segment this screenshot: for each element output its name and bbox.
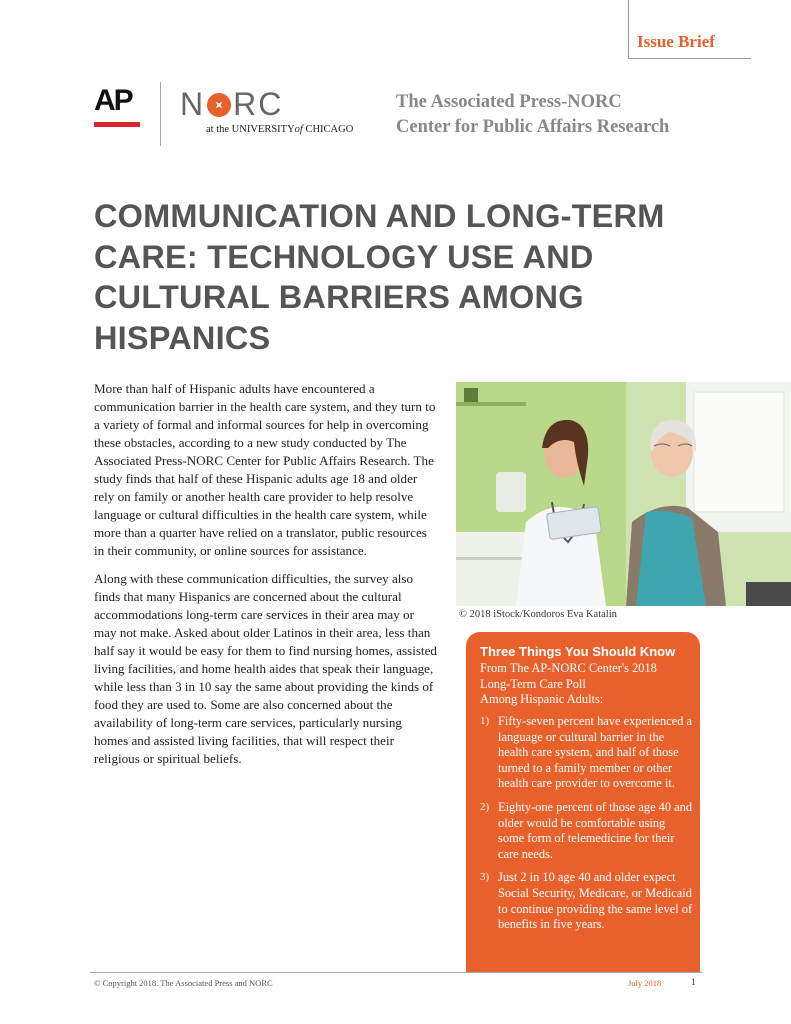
body-text [94,380,439,778]
body-paragraph-1: More than half of Hispanic adults have encountered a communication barrier in the health care system, and they turn to a variety of formal and informal sources for help in overcoming these obstacles, according to a new study conducted by The Associated Press-NORC Center for Public Affairs Research. The study finds that half of these Hispanic adults age 18 and older rely on family or another health care provider to help resolve language or cultural difficulties in the health care system, while more than a quarter have relied on a translator, public resources in their community, or online sources for assistance. [94,381,436,558]
ap-logo-text: AP [94,84,132,117]
three-things-subtitle: From The AP-NORC Center's 2018 Long-Term Care Poll Among Hispanic Adults: [480,661,657,706]
list-item-number: 3) [480,871,490,884]
center-name [396,90,669,140]
center-name-line1: The Associated Press-NORC [396,92,622,112]
list-item [480,714,694,792]
norc-logo-wordmark: N RC [180,86,284,122]
three-things-box [466,632,700,972]
norc-logo-subtitle: at the UNIVERSITYof CHICAGO [206,124,354,135]
page-number: 1 [691,977,696,987]
footer-date: July 2018 [628,978,662,988]
photo-caption: © 2018 iStock/Kondoros Eva Katalin [459,609,617,620]
ap-logo-bar [94,122,140,127]
page-title: COMMUNICATION AND LONG-TERM CARE: TECHNOLOGY USE AND CULTURAL BARRIERS AMONG HISPANICS [94,198,665,356]
norc-star-icon [207,93,231,117]
footer-copyright: © Copyright 2018. The Associated Press and NORC [94,978,273,988]
body-paragraph-2: Along with these communication difficulties, the survey also finds that many Hispanics are concerned about the cultural accommodations long-term care services in their area may or may not make. Asked about older Latinos in their area, less than half say it would be easy for them to find nursing homes, assisted living facilities, and home health aides that speak their language, while less than 3 in 10 say the same about providing the kinds of food they are used to. Some are also concerned about the availability of long-term care services, particularly nursing homes and assisted living facilities, that will respect their religious or spiritual beliefs. [94,571,437,766]
list-item-text: Fifty-seven percent have experienced a language or cultural barrier in the health care system, and half of those turned to a family member or other health care provider to overcome it. [498,714,693,791]
list-item-text: Just 2 in 10 age 40 and older expect Social Security, Medicare, or Medicaid to continue providing the same level of benefits in five years. [498,870,693,932]
center-name-line2: Center for Public Affairs Research [396,117,670,137]
issue-brief-tag [628,0,751,59]
ap-logo [94,86,140,127]
norc-logo [180,88,360,135]
list-item-text: Eighty-one percent of those age 40 and older would be comfortable using some form of telemedicine for their care needs. [498,799,693,861]
three-things-title: Three Things You Should Know [480,644,676,659]
list-item [480,800,694,862]
list-item [480,870,694,932]
issue-brief-label: Issue Brief [637,32,715,51]
list-item-number: 2) [480,800,490,813]
photo-doctor-patient [456,382,791,606]
list-item-number: 1) [480,715,490,727]
logo-divider [160,82,161,146]
footer-divider [90,972,702,973]
three-things-list [480,714,694,941]
